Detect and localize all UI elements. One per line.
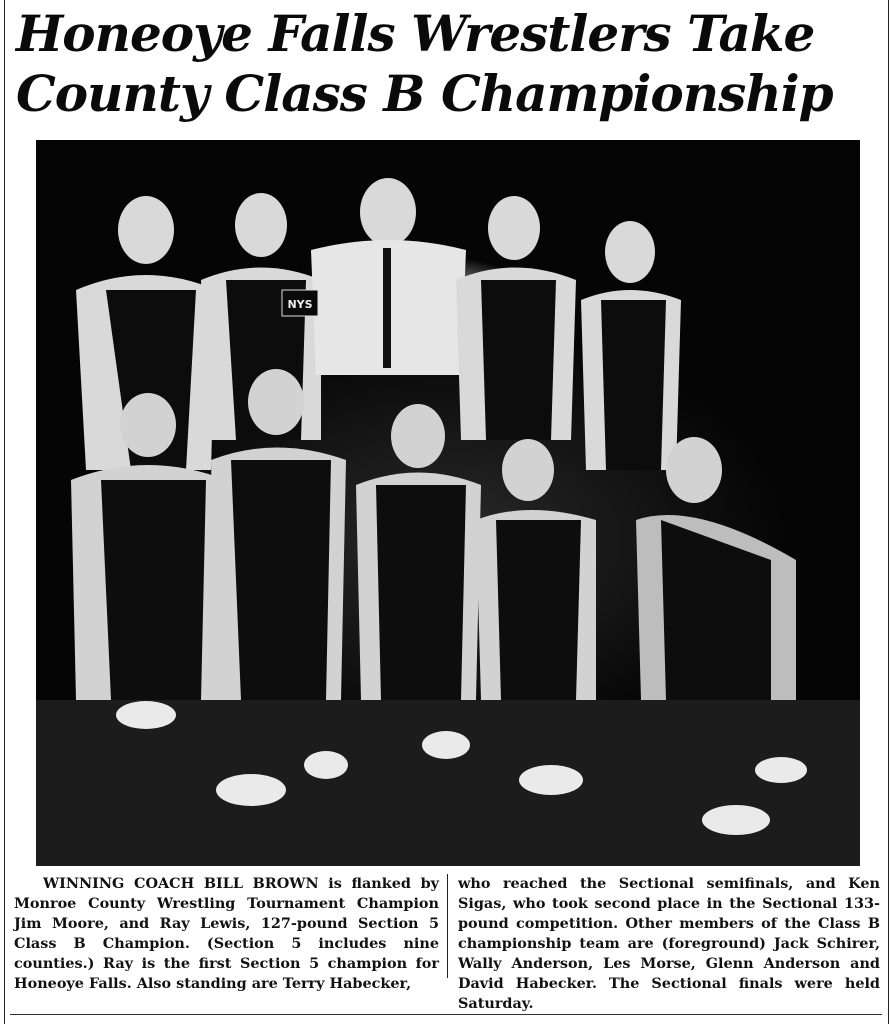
page-border-left	[4, 0, 5, 1024]
caption-right-text: who reached the Sectional semifinals, and Ken Sigas, who took second place in the Sectional 133-pound competition. Other members of the Class B championship team are (foreground) Jack Schirer, Wally Anderson, Les Morse, Glenn Anderson and David Habecker. The Sectional finals were held Saturday.	[458, 875, 880, 1012]
nys-banner-text: NYS	[287, 298, 313, 311]
headline	[16, 4, 876, 124]
headline-line-1: Honeoye Falls Wrestlers Take	[16, 4, 815, 63]
caption-column-left	[14, 874, 447, 992]
caption-lead: WINNING COACH BILL BROWN	[42, 875, 319, 892]
photo-caption	[14, 874, 880, 1012]
caption-column-right	[447, 874, 880, 1012]
caption-left-text: is flanked by Monroe County Wrestling Tournament Champion Jim Moore, and Ray Lewis, 127-pound Section 5 Class B Champion. (Section 5 includes nine counties.) Ray is the first Section 5 champion for Honeoye Falls. Also standing are Terry Habecker,	[14, 875, 440, 992]
page-border-right	[888, 0, 889, 1024]
headline-line-2: County Class B Championship	[16, 64, 833, 123]
bottom-rule	[10, 1014, 882, 1015]
team-photo	[36, 140, 860, 866]
team-photo-illustration	[36, 140, 860, 866]
